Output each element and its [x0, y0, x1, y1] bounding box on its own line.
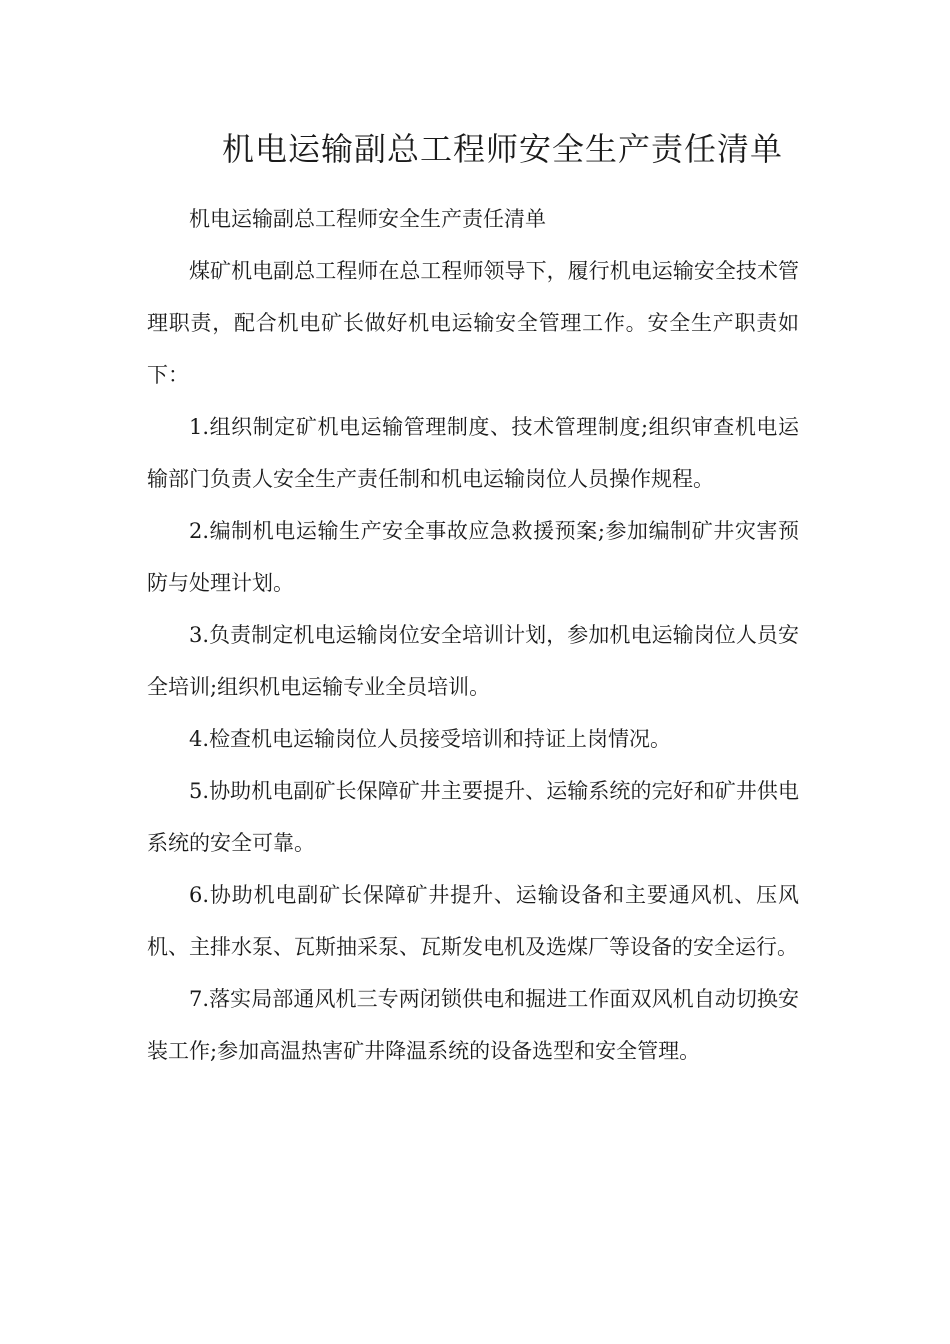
- paragraph-item-5: 5.协助机电副矿长保障矿井主要提升、运输系统的完好和矿井供电系统的安全可靠。: [147, 779, 799, 855]
- document-body: [147, 193, 799, 1077]
- paragraph-item-2: 2.编制机电运输生产安全事故应急救援预案;参加编制矿井灾害预防与处理计划。: [147, 519, 799, 595]
- paragraph-item-4: 4.检查机电运输岗位人员接受培训和持证上岗情况。: [189, 727, 672, 751]
- paragraph-subtitle: 机电运输副总工程师安全生产责任清单: [189, 207, 546, 231]
- paragraph-item-7: 7.落实局部通风机三专两闭锁供电和掘进工作面双风机自动切换安装工作;参加高温热害矿井降温系统的设备选型和安全管理。: [147, 987, 799, 1063]
- paragraph-intro: 煤矿机电副总工程师在总工程师领导下，履行机电运输安全技术管理职责，配合机电矿长做好机电运输安全管理工作。安全生产职责如下：: [147, 259, 799, 387]
- document-title: 机电运输副总工程师安全生产责任清单: [222, 130, 784, 168]
- paragraph-item-1: 1.组织制定矿机电运输管理制度、技术管理制度;组织审查机电运输部门负责人安全生产责任制和机电运输岗位人员操作规程。: [147, 415, 799, 491]
- paragraph-item-6: 6.协助机电副矿长保障矿井提升、运输设备和主要通风机、压风机、主排水泵、瓦斯抽采泵、瓦斯发电机及选煤厂等设备的安全运行。: [147, 883, 799, 959]
- paragraph-item-3: 3.负责制定机电运输岗位安全培训计划，参加机电运输岗位人员安全培训;组织机电运输专业全员培训。: [147, 623, 799, 699]
